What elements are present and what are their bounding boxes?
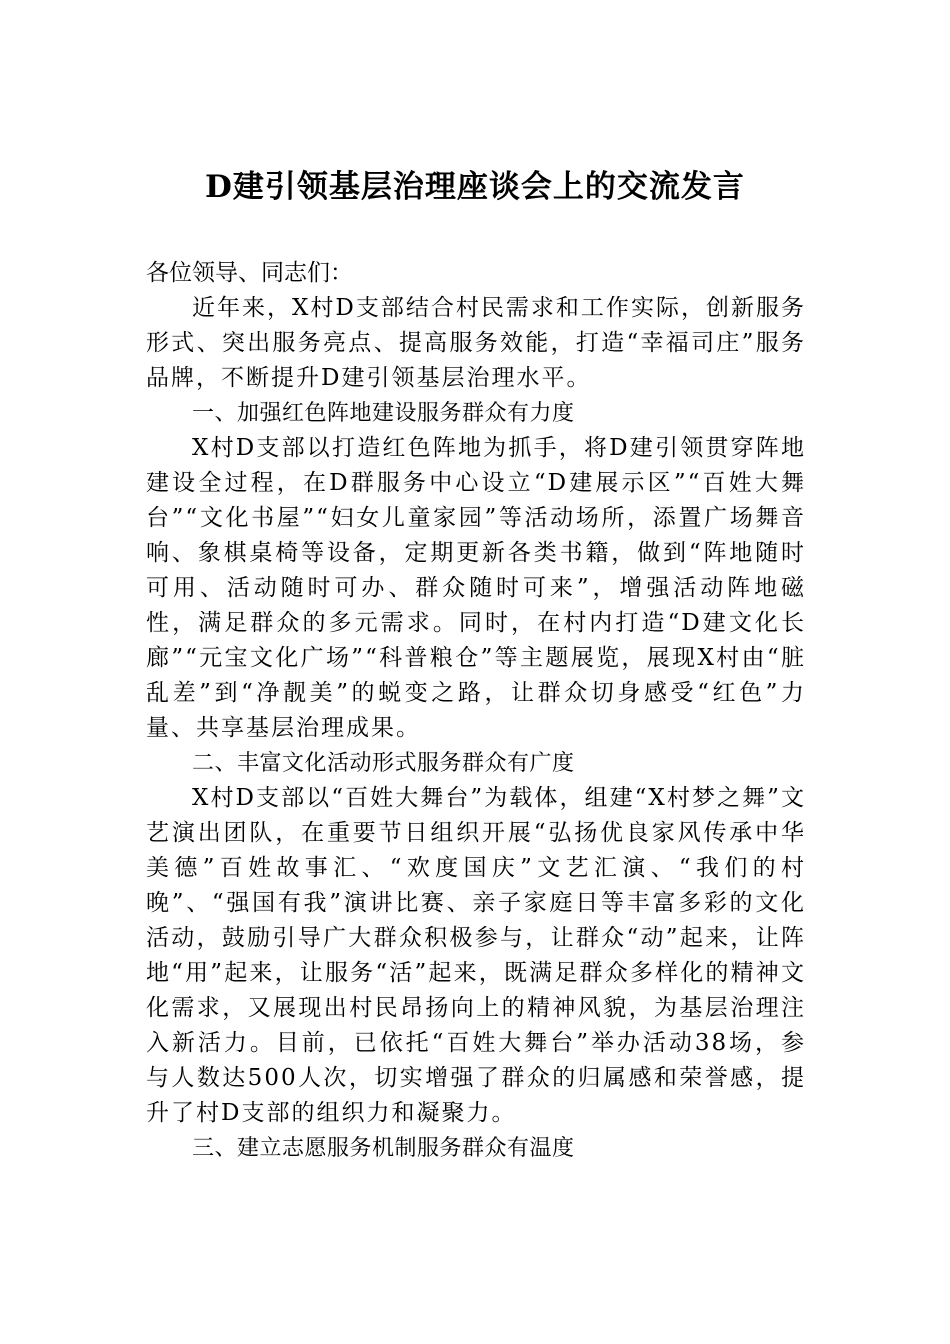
intro-paragraph: 近年来，X村D支部结合村民需求和工作实际，创新服务形式、突出服务亮点、提高服务效能，打造“幸福司庄”服务品牌，不断提升D建引领基层治理水平。 bbox=[146, 295, 806, 391]
section-heading-1: 一、加强红色阵地建设服务群众有力度 bbox=[192, 401, 575, 426]
document-body bbox=[146, 256, 806, 1166]
section-paragraph-1: X村D支部以打造红色阵地为抓手，将D建引领贯穿阵地建设全过程，在D群服务中心设立“D建展示区”“百姓大舞台”“文化书屋”“妇女儿童家园”等活动场所，添置广场舞音响、象棋桌椅等设备，定期更新各类书籍，做到“阵地随时可用、活动随时可办、群众随时可来”，增强活动阵地磁性，满足群众的多元需求。同时，在村内打造“D建文化长廊”“元宝文化广场”“科普粮仓”等主题展览，展现X村由“脏乱差”到“净靓美”的蜕变之路，让群众切身感受“红色”力量、共享基层治理成果。 bbox=[146, 435, 806, 741]
document-title: D建引领基层治理座谈会上的交流发言 bbox=[205, 169, 745, 205]
section-heading-3: 三、建立志愿服务机制服务群众有温度 bbox=[192, 1136, 575, 1161]
section-heading-2: 二、丰富文化活动形式服务群众有广度 bbox=[192, 751, 575, 776]
salutation: 各位领导、同志们： bbox=[146, 260, 353, 286]
section-paragraph-2: X村D支部以“百姓大舞台”为载体，组建“X村梦之舞”文艺演出团队，在重要节日组织开展“弘扬优良家风传承中华美德”百姓故事汇、“欢度国庆”文艺汇演、“我们的村晚”、“强国有我”演讲比赛、亲子家庭日等丰富多彩的文化活动，鼓励引导广大群众积极参与，让群众“动”起来，让阵地“用”起来，让服务“活”起来，既满足群众多样化的精神文化需求，又展现出村民昂扬向上的精神风貌，为基层治理注入新活力。目前，已依托“百姓大舞台”举办活动38场，参与人数达500人次，切实增强了群众的归属感和荣誉感，提升了村D支部的组织力和凝聚力。 bbox=[146, 785, 806, 1126]
